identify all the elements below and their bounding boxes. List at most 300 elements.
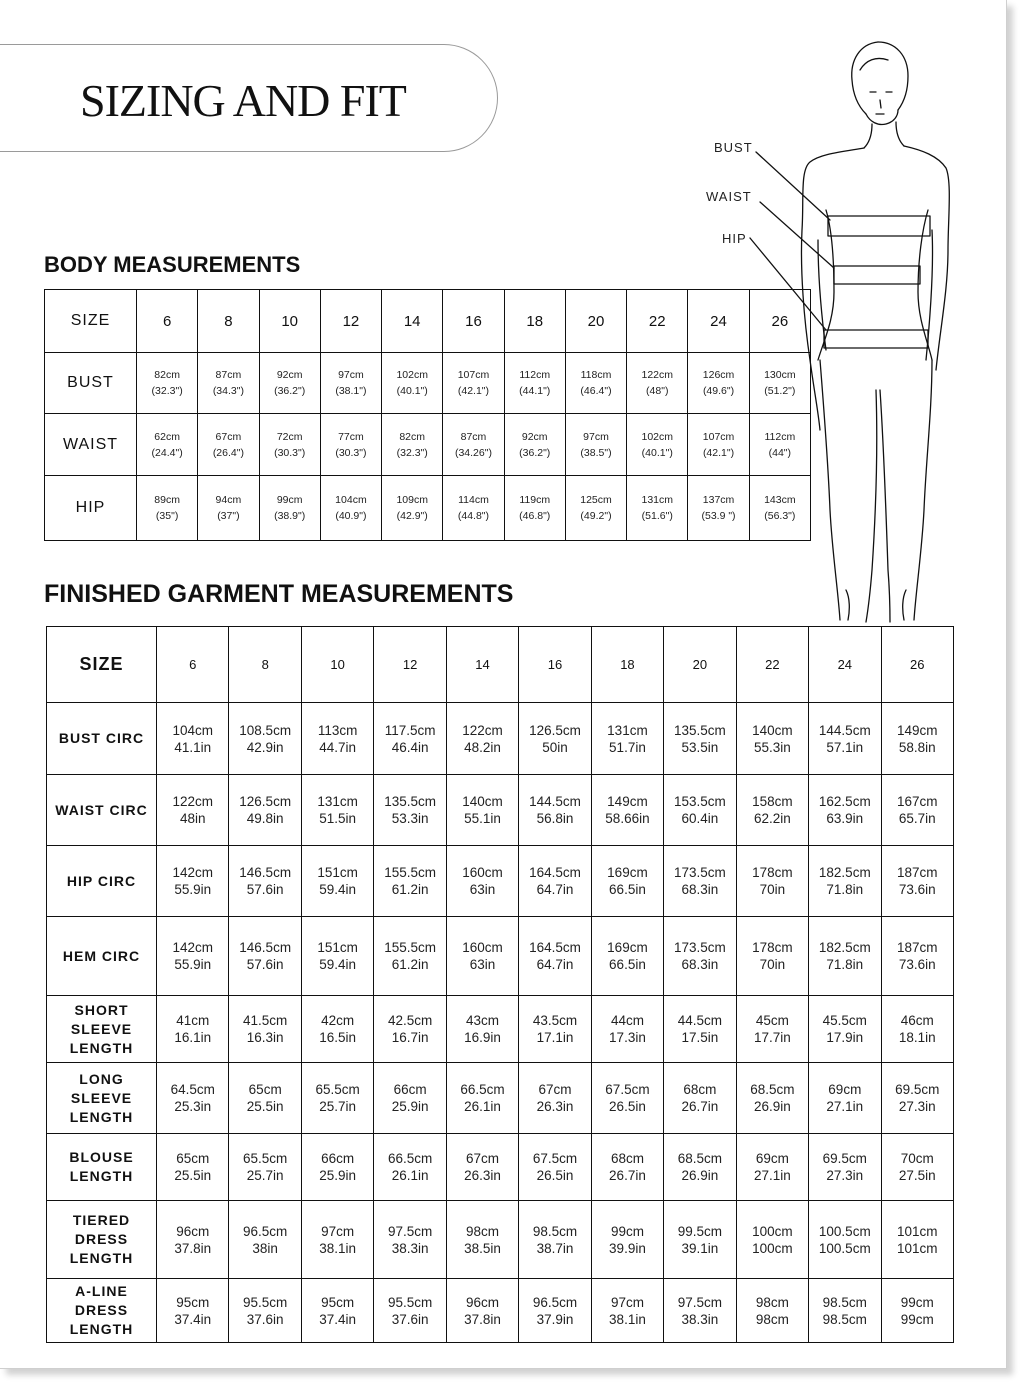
measurement-cell [446, 775, 518, 846]
measurement-cell [881, 1279, 953, 1343]
imperial-value: 25.5in [174, 1168, 212, 1183]
measurement-cell [198, 476, 259, 541]
measurement-cell [374, 1134, 446, 1201]
metric-value: 97.5cm [387, 1223, 433, 1239]
imperial-value: 61.2in [391, 882, 429, 897]
table-row [45, 353, 811, 414]
metric-value: 68.5cm [677, 1151, 723, 1166]
imperial-value: (30.3") [274, 446, 306, 459]
metric-value: 130cm [764, 369, 796, 381]
imperial-value: 26.9in [753, 1099, 791, 1114]
metric-value: 44cm [610, 1013, 644, 1028]
row-label-line: BUST CIRC [58, 730, 145, 746]
row-label [47, 846, 157, 917]
metric-value: 140cm [752, 722, 793, 738]
imperial-value: 61.2in [391, 957, 429, 972]
imperial-value: 57.1in [826, 739, 864, 755]
imperial-value: (40.9") [335, 510, 367, 522]
metric-value: 117.5cm [384, 722, 436, 738]
metric-value: 182.5cm [818, 940, 871, 955]
measurement-cell [627, 414, 688, 476]
measurement-cell [301, 996, 373, 1063]
measurement-cell [881, 846, 953, 917]
metric-value: 45cm [755, 1013, 789, 1028]
metric-value: 146.5cm [239, 865, 292, 880]
metric-value: 164.5cm [529, 865, 581, 880]
row-label [47, 775, 157, 846]
table-row [47, 1201, 954, 1279]
row-label-line: DRESS [74, 1231, 129, 1247]
measurement-cell [664, 1279, 736, 1343]
imperial-value: 66.5in [609, 882, 646, 897]
row-label-line: DRESS [74, 1302, 129, 1318]
size-column-header: 26 [881, 627, 953, 703]
measurement-cell [301, 846, 373, 917]
measurement-cell [374, 703, 446, 775]
imperial-value: (38.1") [335, 385, 367, 397]
metric-value: 69cm [828, 1082, 862, 1097]
imperial-value: 100cm [752, 1240, 793, 1256]
size-column-header: 16 [519, 627, 591, 703]
measurement-cell [749, 353, 810, 414]
measurement-cell [229, 846, 301, 917]
imperial-value: 55.1in [464, 811, 501, 826]
imperial-value: (46.8") [519, 510, 551, 522]
measurement-cell [736, 1201, 808, 1279]
metric-value: 113cm [317, 722, 358, 738]
measurement-cell [664, 917, 736, 996]
metric-value: 69.5cm [822, 1151, 867, 1166]
waist-label: WAIST [706, 189, 752, 204]
imperial-value: 53.3in [391, 811, 429, 826]
imperial-value: (34.26") [454, 446, 492, 459]
measurement-cell [591, 996, 663, 1063]
size-column-header: 16 [443, 290, 504, 353]
metric-value: 137cm [702, 494, 735, 506]
size-column-header: 22 [736, 627, 808, 703]
row-label-line: HIP CIRC [66, 872, 137, 889]
table-row [47, 1063, 954, 1134]
imperial-value: 25.7in [246, 1168, 284, 1183]
imperial-value: (53.9 ") [701, 510, 736, 522]
measurement-cell [157, 1134, 229, 1201]
measurement-cell [519, 917, 591, 996]
imperial-value: 16.9in [464, 1030, 501, 1045]
imperial-value: 27.3in [898, 1099, 936, 1114]
measurement-cell [664, 703, 736, 775]
measurement-cell [157, 917, 229, 996]
measurement-cell [736, 703, 808, 775]
measurement-cell [519, 996, 591, 1063]
metric-value: 144.5cm [818, 722, 871, 738]
imperial-value: 63in [469, 882, 496, 897]
measurement-cell [809, 1279, 881, 1343]
imperial-value: 51.5in [319, 811, 357, 826]
imperial-value: 25.9in [319, 1168, 357, 1183]
imperial-value: 68.3in [681, 957, 719, 972]
imperial-value: (44.1") [519, 385, 551, 397]
measurement-cell [229, 1134, 301, 1201]
imperial-value: 37.4in [174, 1311, 212, 1327]
metric-value: 155.5cm [384, 865, 436, 880]
size-header-label: SIZE [47, 627, 157, 703]
metric-value: 122cm [462, 722, 503, 738]
imperial-value: (37") [217, 510, 240, 522]
measurement-cell [688, 414, 749, 476]
imperial-value: 63in [469, 957, 496, 972]
imperial-value: 26.3in [464, 1168, 501, 1183]
measurement-cell [664, 775, 736, 846]
body-measurements-table [44, 289, 811, 541]
imperial-value: 99cm [900, 1311, 934, 1327]
measurement-cell [736, 846, 808, 917]
metric-value: 43cm [466, 1013, 500, 1028]
imperial-value: (44") [768, 446, 792, 459]
measurement-cell [157, 846, 229, 917]
imperial-value: (48") [646, 385, 669, 397]
measurement-cell [137, 476, 198, 541]
metric-value: 135.5cm [384, 794, 436, 809]
metric-value: 95.5cm [243, 1294, 288, 1310]
row-label-line: SLEEVE [70, 1020, 133, 1037]
measurement-cell [809, 1134, 881, 1201]
measurement-cell [881, 775, 953, 846]
measurement-cell [229, 1201, 301, 1279]
metric-value: 67cm [215, 430, 242, 443]
measurement-cell [504, 353, 565, 414]
metric-value: 104cm [335, 494, 367, 506]
metric-value: 42cm [321, 1013, 355, 1028]
measurement-cell [198, 353, 259, 414]
imperial-value: 38.5in [464, 1240, 501, 1256]
measurement-cell [736, 917, 808, 996]
metric-value: 114cm [458, 494, 489, 506]
measurement-cell [504, 414, 565, 476]
row-label: HIP [45, 476, 137, 541]
table-row [47, 775, 954, 846]
metric-value: 46cm [900, 1013, 934, 1028]
page-title: SIZING AND FIT [80, 75, 406, 126]
imperial-value: 71.8in [826, 882, 864, 897]
imperial-value: 38.1in [609, 1311, 646, 1327]
bust-label: BUST [714, 140, 753, 155]
row-label [47, 1063, 157, 1134]
imperial-value: 66.5in [609, 957, 646, 972]
imperial-value: 38.1in [319, 1240, 357, 1256]
size-header-label: SIZE [45, 290, 137, 353]
metric-value: 99.5cm [677, 1223, 723, 1239]
metric-value: 96cm [176, 1223, 210, 1239]
size-column-header: 10 [301, 627, 373, 703]
measurement-cell [157, 775, 229, 846]
metric-value: 70cm [900, 1151, 934, 1166]
measurement-cell [519, 1063, 591, 1134]
measurement-cell [446, 1201, 518, 1279]
imperial-value: 55.3in [753, 739, 791, 755]
measurement-cell [301, 703, 373, 775]
measurement-cell [664, 846, 736, 917]
row-label-line: TIERED [72, 1212, 131, 1228]
imperial-value: (38.9") [274, 510, 306, 522]
imperial-value: 62.2in [753, 811, 791, 826]
size-column-header: 8 [229, 627, 301, 703]
metric-value: 99cm [900, 1294, 934, 1310]
measurement-cell [591, 1134, 663, 1201]
imperial-value: 26.9in [681, 1168, 719, 1183]
imperial-value: 57.6in [246, 957, 284, 972]
imperial-value: 60.4in [681, 811, 719, 826]
metric-value: 99cm [610, 1223, 644, 1239]
imperial-value: 25.9in [391, 1099, 429, 1114]
metric-value: 67.5cm [532, 1151, 578, 1166]
row-label-line: SHORT [74, 1001, 129, 1018]
metric-value: 143cm [764, 494, 796, 506]
metric-value: 87cm [460, 430, 487, 443]
imperial-value: 17.7in [753, 1030, 791, 1045]
imperial-value: 100.5cm [818, 1240, 871, 1256]
imperial-value: 55.9in [174, 882, 212, 897]
imperial-value: (36.2") [519, 446, 551, 459]
size-column-header: 20 [565, 290, 626, 353]
size-header-row [47, 627, 954, 703]
measurement-cell [809, 846, 881, 917]
row-label: BUST [45, 353, 137, 414]
metric-value: 65.5cm [315, 1082, 360, 1097]
measurement-cell [809, 1063, 881, 1134]
imperial-value: (42.9") [396, 510, 428, 522]
metric-value: 66cm [393, 1082, 427, 1097]
measurement-cell [229, 917, 301, 996]
size-column-header: 18 [504, 290, 565, 353]
metric-value: 95cm [176, 1294, 210, 1310]
metric-value: 94cm [215, 494, 242, 506]
imperial-value: 64.7in [536, 882, 574, 897]
measurement-cell [664, 1201, 736, 1279]
metric-value: 187cm [897, 865, 938, 880]
measurement-cell [374, 1201, 446, 1279]
measurement-cell [591, 703, 663, 775]
body-measurements-heading: BODY MEASUREMENTS [44, 252, 301, 277]
imperial-value: 55.9in [174, 957, 212, 972]
imperial-value: (32.3") [151, 385, 183, 397]
size-column-header: 26 [749, 290, 810, 353]
measurement-cell [374, 917, 446, 996]
measurement-cell [591, 775, 663, 846]
metric-value: 122cm [172, 794, 213, 809]
measurement-cell [374, 775, 446, 846]
metric-value: 178cm [752, 940, 793, 955]
measurement-cell [736, 775, 808, 846]
imperial-value: 41.1in [174, 739, 212, 755]
imperial-value: 38.3in [681, 1311, 719, 1327]
measurement-cell [374, 996, 446, 1063]
imperial-value: (40.1") [396, 385, 428, 397]
metric-value: 125cm [580, 494, 612, 506]
size-column-header: 24 [809, 627, 881, 703]
imperial-value: 26.5in [609, 1099, 646, 1114]
metric-value: 67cm [466, 1151, 500, 1166]
measurement-cell [259, 353, 320, 414]
metric-value: 169cm [607, 865, 648, 880]
imperial-value: 71.8in [826, 957, 864, 972]
measurement-cell [157, 996, 229, 1063]
metric-value: 108.5cm [239, 722, 292, 738]
measurement-cell [591, 846, 663, 917]
metric-value: 173.5cm [674, 940, 726, 955]
measurement-cell [809, 996, 881, 1063]
metric-value: 67cm [538, 1082, 572, 1097]
metric-value: 66.5cm [460, 1082, 505, 1097]
measurement-cell [881, 917, 953, 996]
imperial-value: 44.7in [319, 739, 357, 755]
imperial-value: 59.4in [319, 882, 357, 897]
measurement-cell [157, 1201, 229, 1279]
metric-value: 68cm [610, 1151, 644, 1166]
metric-value: 100.5cm [818, 1223, 871, 1239]
measurement-cell [749, 476, 810, 541]
measurement-cell [301, 1279, 373, 1343]
measurement-cell [736, 1134, 808, 1201]
imperial-value: 25.5in [246, 1099, 284, 1114]
imperial-value: (36.2") [274, 385, 306, 397]
metric-value: 97cm [321, 1223, 355, 1239]
measurement-cell [881, 703, 953, 775]
metric-value: 153.5cm [674, 794, 726, 809]
table-row [47, 846, 954, 917]
measurement-cell [301, 1201, 373, 1279]
metric-value: 72cm [276, 430, 303, 443]
imperial-value: 57.6in [246, 882, 284, 897]
metric-value: 169cm [607, 940, 648, 955]
measurement-cell [736, 996, 808, 1063]
imperial-value: 48.2in [464, 739, 501, 755]
table-row [47, 917, 954, 996]
metric-value: 187cm [897, 940, 938, 955]
measurement-cell [809, 917, 881, 996]
size-column-header: 8 [198, 290, 259, 353]
measurement-cell [198, 414, 259, 476]
size-column-header: 20 [664, 627, 736, 703]
measurement-cell [229, 996, 301, 1063]
imperial-value: 38.3in [391, 1240, 429, 1256]
measurement-cell [881, 1063, 953, 1134]
imperial-value: (34.3") [212, 385, 244, 397]
metric-value: 95.5cm [387, 1294, 433, 1310]
measurement-cell [591, 1279, 663, 1343]
measurement-cell [881, 1134, 953, 1201]
size-column-header: 22 [627, 290, 688, 353]
measurement-cell [519, 703, 591, 775]
metric-value: 142cm [172, 940, 213, 955]
metric-value: 107cm [702, 430, 735, 443]
metric-value: 82cm [154, 369, 180, 381]
metric-value: 104cm [172, 722, 213, 738]
imperial-value: 38in [252, 1240, 278, 1256]
imperial-value: 17.1in [536, 1030, 574, 1045]
metric-value: 68.5cm [750, 1082, 795, 1097]
imperial-value: (42.1") [457, 385, 490, 397]
size-column-header: 10 [259, 290, 320, 353]
metric-value: 102cm [641, 430, 674, 443]
size-column-header: 6 [137, 290, 198, 353]
measurement-cell [591, 917, 663, 996]
measurement-cell [519, 775, 591, 846]
row-label-line: A-LINE [75, 1283, 128, 1299]
row-label [47, 1279, 157, 1343]
measurement-cell [320, 476, 381, 541]
measurement-cell [809, 703, 881, 775]
row-label-line: WAIST CIRC [55, 801, 148, 818]
size-column-header: 6 [157, 627, 229, 703]
imperial-value: (32.3") [396, 446, 428, 459]
metric-value: 164.5cm [529, 940, 581, 955]
metric-value: 119cm [519, 494, 551, 506]
measurement-cell [519, 846, 591, 917]
imperial-value: (30.3") [335, 446, 367, 459]
imperial-value: (35") [155, 510, 179, 522]
imperial-value: 65.7in [898, 811, 936, 826]
metric-value: 98cm [755, 1294, 789, 1310]
imperial-value: 56.8in [536, 811, 574, 826]
imperial-value: (56.3") [764, 510, 796, 522]
metric-value: 68cm [683, 1082, 717, 1097]
table-row [47, 1134, 954, 1201]
measurement-cell [382, 414, 443, 476]
metric-value: 98.5cm [822, 1294, 867, 1310]
measurement-cell [565, 476, 626, 541]
size-column-header: 14 [446, 627, 518, 703]
size-column-header: 12 [320, 290, 381, 353]
metric-value: 149cm [607, 794, 648, 809]
metric-value: 64.5cm [170, 1082, 215, 1097]
imperial-value: 26.5in [536, 1168, 574, 1183]
measurement-cell [565, 353, 626, 414]
size-column-header: 12 [374, 627, 446, 703]
metric-value: 140cm [462, 794, 503, 809]
metric-value: 112cm [764, 430, 796, 443]
row-label [47, 1201, 157, 1279]
metric-value: 82cm [399, 430, 426, 443]
row-label-line: LENGTH [69, 1168, 134, 1184]
imperial-value: 26.7in [681, 1099, 719, 1114]
metric-value: 155.5cm [384, 940, 436, 955]
imperial-value: 39.1in [681, 1240, 719, 1256]
measurement-cell [301, 1134, 373, 1201]
metric-value: 97cm [610, 1294, 644, 1310]
size-column-header: 18 [591, 627, 663, 703]
imperial-value: (24.4") [151, 446, 183, 459]
measurement-cell [446, 1279, 518, 1343]
row-label-line: LENGTH [69, 1039, 134, 1056]
row-label: WAIST [45, 414, 137, 476]
imperial-value: 25.7in [319, 1099, 357, 1114]
measurement-cell [519, 1134, 591, 1201]
measurement-cell [446, 996, 518, 1063]
garment-measurements-table [46, 626, 954, 1343]
metric-value: 96cm [466, 1294, 500, 1310]
measurement-cell [137, 414, 198, 476]
row-label [47, 996, 157, 1063]
metric-value: 135.5cm [674, 722, 726, 738]
imperial-value: 27.5in [898, 1168, 936, 1183]
measurement-cell [504, 476, 565, 541]
measurement-cell [157, 1063, 229, 1134]
size-column-header: 24 [688, 290, 749, 353]
imperial-value: 51.7in [609, 739, 646, 755]
row-label-line: LENGTH [69, 1250, 134, 1266]
measurement-cell [301, 775, 373, 846]
measurement-cell [259, 476, 320, 541]
